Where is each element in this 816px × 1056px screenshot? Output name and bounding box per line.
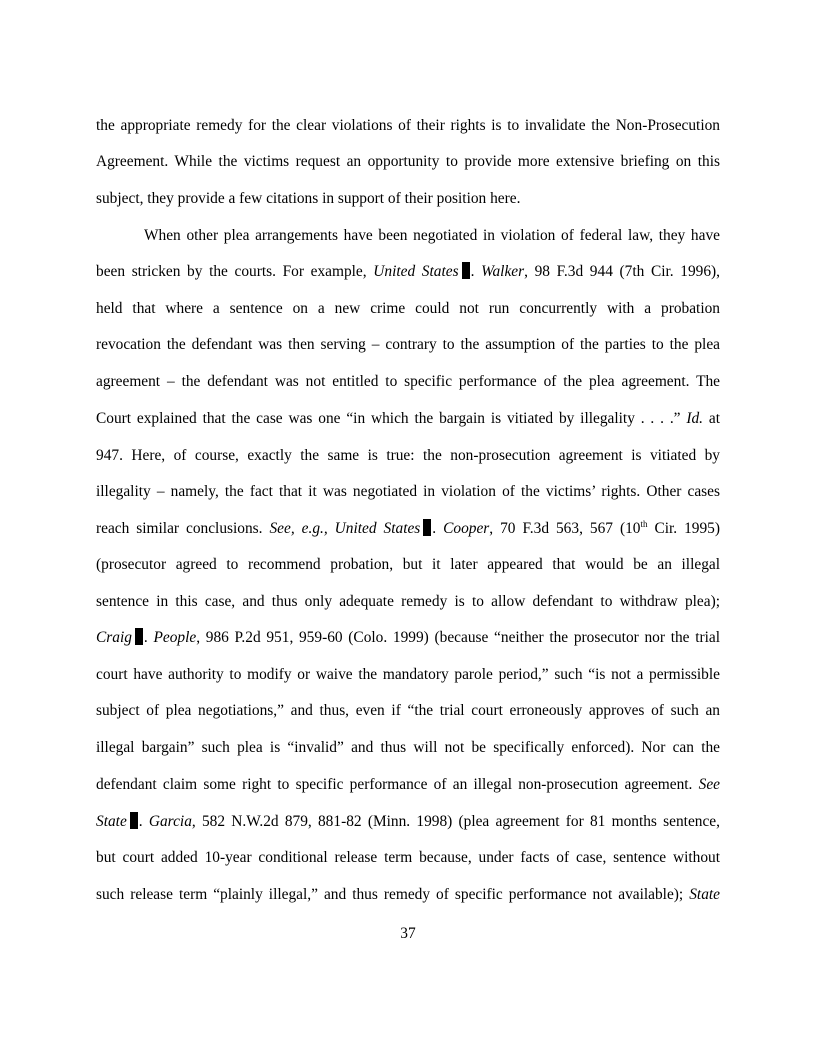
text-segment: . [138,813,149,830]
page-number: 37 [400,925,416,942]
text-segment: at [703,410,720,427]
text-line [96,152,720,172]
text-segment: th [640,518,648,529]
text-segment: . [432,520,444,537]
text-line [96,812,720,832]
text-line [96,116,720,136]
text-segment: held that where a sentence on a new crime could not run concurrently with a probation [96,300,720,317]
text-line [96,775,720,795]
italic-citation: Cooper [443,520,490,537]
text-segment: but court added 10-year conditional release term because, under facts of case, sentence without [96,849,720,866]
text-segment: court have authority to modify or waive the mandatory parole period,” such “is not a permissible [96,666,720,683]
text-line [96,335,720,355]
text-line [96,482,720,502]
text-line [96,262,720,282]
redaction-mark [462,262,470,279]
text-segment: 947. Here, of course, exactly the same is true: the non-prosecution agreement is vitiated by [96,447,720,464]
italic-citation: State [96,813,127,830]
text-segment: subject, they provide a few citations in support of their position here. [96,190,521,207]
text-segment: , 986 P.2d 951, 959-60 (Colo. 1999) (because “neither the prosecutor nor the trial [196,629,720,646]
text-segment: . [470,263,482,280]
italic-citation: Craig [96,629,132,646]
redaction-mark [423,519,431,536]
italic-citation: People [153,629,197,646]
text-line [96,519,720,539]
text-segment: illegal bargain” such plea is “invalid” and thus will not be specifically enforced). Nor can the [96,739,720,756]
italic-citation: See, e.g., United States [269,520,421,537]
text-segment: such release term “plainly illegal,” and thus remedy of specific performance not available); [96,886,690,903]
text-segment: , 582 N.W.2d 879, 881-82 (Minn. 1998) (plea agreement for 81 months sentence, [191,813,720,830]
text-segment: Agreement. While the victims request an opportunity to provide more extensive briefing on this [96,153,720,170]
text-line [96,665,720,685]
text-line [96,701,720,721]
italic-citation: United States [373,263,459,280]
text-line [96,738,720,758]
text-segment: agreement – the defendant was not entitled to specific performance of the plea agreement. The [96,373,720,390]
text-segment: . [143,629,154,646]
text-line [96,189,720,209]
text-line [96,299,720,319]
text-segment: sentence in this case, and thus only adequate remedy is to allow defendant to withdraw plea); [96,593,720,610]
text-segment: When other plea arrangements have been negotiated in violation of federal law, they have [144,227,720,244]
text-segment: the appropriate remedy for the clear violations of their rights is to invalidate the Non-Prosecution [96,117,720,134]
text-segment: Cir. 1995) [647,520,720,537]
text-segment: revocation the defendant was then serving – contrary to the assumption of the parties to the plea [96,336,720,353]
text-segment: subject of plea negotiations,” and thus, even if “the trial court erroneously approves of such an [96,702,720,719]
text-segment: reach similar conclusions. [96,520,270,537]
text-line [96,885,720,905]
text-segment: , 70 F.3d 563, 567 (10 [489,520,641,537]
text-line [144,226,720,246]
text-line [96,848,720,868]
text-line [96,555,720,575]
italic-citation: Garcia [148,813,192,830]
italic-citation: Walker [481,263,525,280]
redaction-mark [135,628,143,645]
text-segment: been stricken by the courts. For example, [96,263,374,280]
text-line [96,372,720,392]
text-segment: defendant claim some right to specific performance of an illegal non-prosecution agreement. [96,776,699,793]
text-line [96,592,720,612]
italic-citation: Id. [686,410,704,427]
italic-citation: See [698,776,720,793]
redaction-mark [130,812,138,829]
text-segment: Court explained that the case was one “in which the bargain is vitiated by illegality . . . .” [96,410,687,427]
text-segment: illegality – namely, the fact that it was negotiated in violation of the victims’ rights. Other cases [96,483,720,500]
text-line [96,446,720,466]
text-line [96,628,720,648]
text-segment: , 98 F.3d 944 (7th Cir. 1996), [524,263,721,280]
text-segment: (prosecutor agreed to recommend probation, but it later appeared that would be an illegal [96,556,720,573]
text-line [96,409,720,429]
italic-citation: State [689,886,720,903]
